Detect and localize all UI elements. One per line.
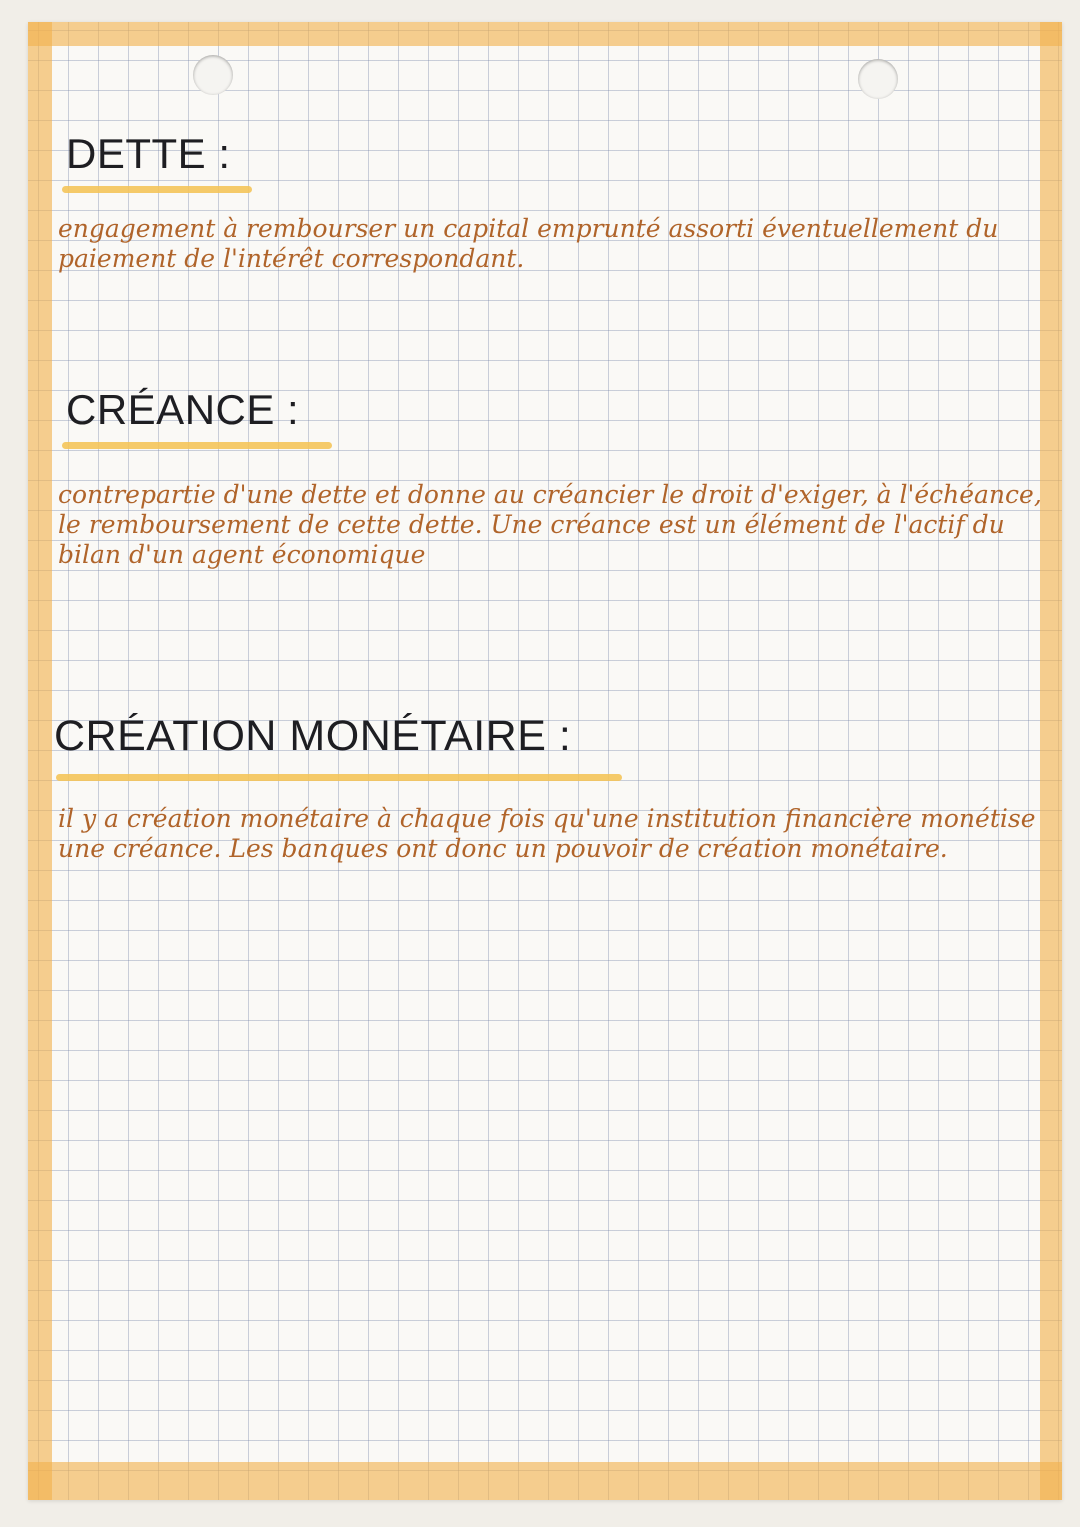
grid-paper-sheet [28, 22, 1062, 1500]
definition-creance: contrepartie d'une dette et donne au créancier le droit d'exiger, à l'échéance, le remboursement de cette dette. Une créance est un élément de l'actif du bilan d'un agent économique [58, 480, 1042, 569]
punch-hole-left [193, 55, 233, 95]
term-dette: DETTE : [66, 130, 231, 177]
bottom-border-band [28, 1462, 1062, 1500]
right-border-band [1040, 22, 1062, 1500]
highlight-creance [62, 442, 332, 449]
top-border-band [28, 22, 1062, 46]
term-creance: CRÉANCE : [66, 386, 300, 433]
term-creation-monetaire: CRÉATION MONÉTAIRE : [54, 712, 572, 760]
highlight-creation-monetaire [56, 774, 622, 781]
definition-creation-monetaire: il y a création monétaire à chaque fois qu'une institution financière monétise une créance. Les banques ont donc un pouvoir de création monétaire. [58, 804, 1036, 863]
definition-dette: engagement à rembourser un capital emprunté assorti éventuellement du paiement de l'intérêt correspondant. [58, 214, 999, 273]
punch-hole-right [858, 59, 898, 99]
left-border-band [28, 22, 52, 1500]
highlight-dette [62, 186, 252, 193]
